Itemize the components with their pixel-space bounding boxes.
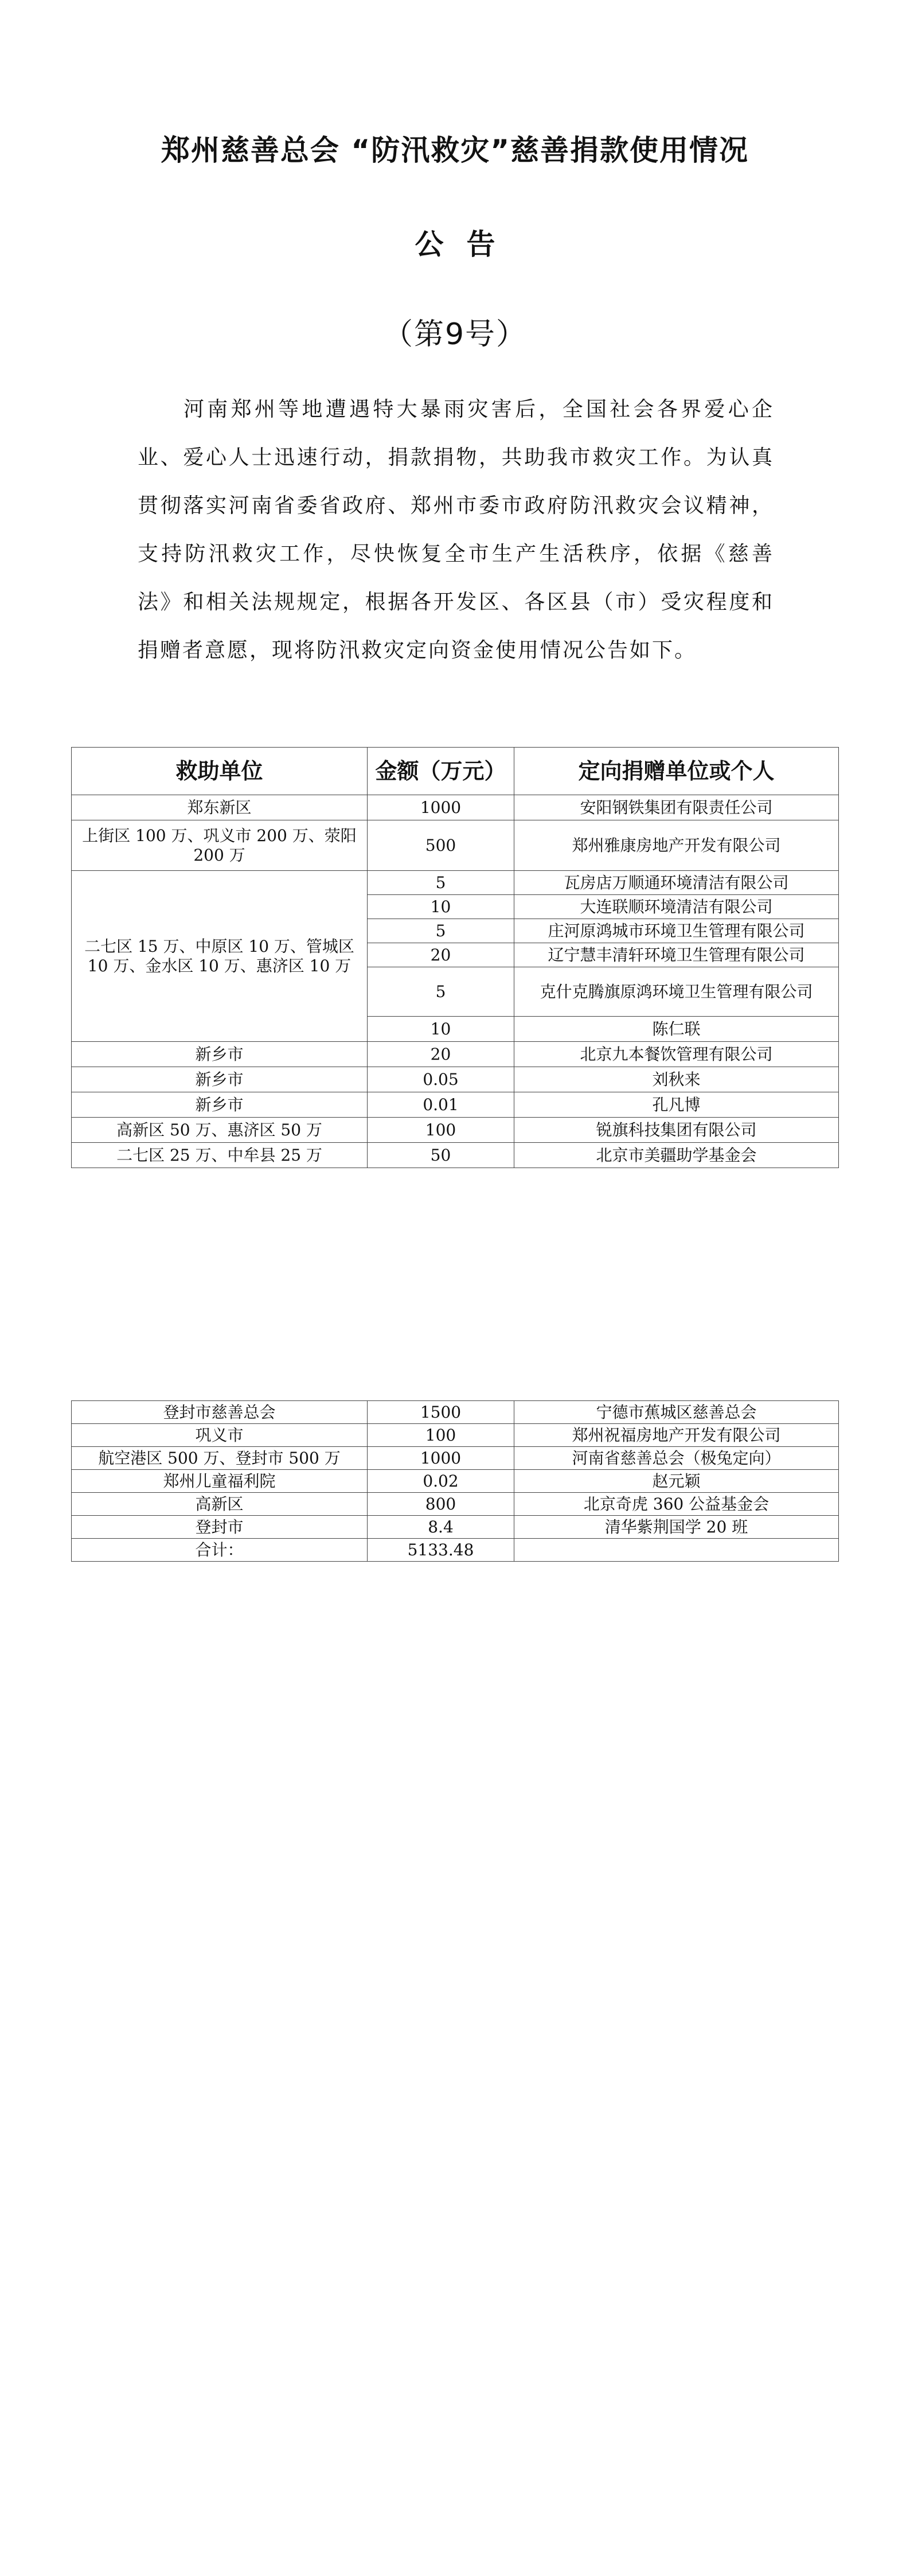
cell-amount: 10: [368, 895, 514, 919]
cell-donor: 辽宁慧丰清轩环境卫生管理有限公司: [514, 943, 839, 967]
cell-amount: 20: [368, 1042, 514, 1067]
cell-amount: 100: [368, 1424, 514, 1447]
cell-amount: 1000: [368, 795, 514, 820]
cell-donor: 郑州雅康房地产开发有限公司: [514, 820, 839, 871]
cell-donor: 刘秋来: [514, 1067, 839, 1092]
table-row: [72, 1092, 839, 1118]
table-row: [72, 820, 839, 871]
donation-table-part2: [71, 1400, 839, 1562]
total-row: [72, 1539, 839, 1562]
cell-amount: 800: [368, 1493, 514, 1516]
cell-donor: 大连联顺环境清洁有限公司: [514, 895, 839, 919]
table-row: [72, 1493, 839, 1516]
cell-donor: 河南省慈善总会（极兔定向）: [514, 1447, 839, 1470]
cell-donor: 克什克腾旗原鸿环境卫生管理有限公司: [514, 967, 839, 1017]
intro-paragraph: [138, 386, 774, 675]
document-title: 郑州慈善总会 “防汛救灾”慈善捐款使用情况: [161, 134, 749, 167]
cell-amount: 5: [368, 967, 514, 1017]
cell-amount: 1500: [368, 1401, 514, 1424]
table-row: [72, 871, 839, 895]
table-row: [72, 1470, 839, 1493]
cell-amount: 0.01: [368, 1092, 514, 1118]
total-value: 5133.48: [368, 1539, 514, 1562]
table-row: [72, 795, 839, 820]
table-row: [72, 1067, 839, 1092]
table-row: [72, 1118, 839, 1143]
cell-amount: 0.02: [368, 1470, 514, 1493]
cell-unit: 新乡市: [72, 1067, 368, 1092]
cell-donor: 孔凡博: [514, 1092, 839, 1118]
cell-unit: 郑州儿童福利院: [72, 1470, 368, 1493]
cell-donor: 陈仁联: [514, 1017, 839, 1042]
cell-unit: 上街区 100 万、巩义市 200 万、荥阳 200 万: [72, 820, 368, 871]
cell-unit: 新乡市: [72, 1092, 368, 1118]
cell-amount: 20: [368, 943, 514, 967]
cell-unit: 航空港区 500 万、登封市 500 万: [72, 1447, 368, 1470]
table-row: [72, 1143, 839, 1168]
cell-amount: 5: [368, 919, 514, 943]
table-row: [72, 1042, 839, 1067]
cell-donor: 瓦房店万顺通环境清洁有限公司: [514, 871, 839, 895]
cell-unit: 郑东新区: [72, 795, 368, 820]
total-label: 合计：: [72, 1539, 368, 1562]
issue-number: （第9号）: [382, 317, 528, 352]
table-header-row: [72, 748, 839, 795]
cell-unit: 高新区 50 万、惠济区 50 万: [72, 1118, 368, 1143]
table-row: [72, 1516, 839, 1539]
cell-unit-group: 二七区 15 万、中原区 10 万、管城区 10 万、金水区 10 万、惠济区 10 万: [72, 871, 368, 1042]
cell-amount: 50: [368, 1143, 514, 1168]
cell-donor: 北京九本餐饮管理有限公司: [514, 1042, 839, 1067]
cell-unit: 高新区: [72, 1493, 368, 1516]
cell-amount: 1000: [368, 1447, 514, 1470]
cell-amount: 500: [368, 820, 514, 871]
header-donor: 定向捐赠单位或个人: [514, 748, 839, 795]
table-row: [72, 1424, 839, 1447]
cell-unit: 登封市慈善总会: [72, 1401, 368, 1424]
cell-donor: 北京奇虎 360 公益基金会: [514, 1493, 839, 1516]
cell-donor: 北京市美疆助学基金会: [514, 1143, 839, 1168]
cell-amount: 8.4: [368, 1516, 514, 1539]
cell-amount: 10: [368, 1017, 514, 1042]
total-blank: [514, 1539, 839, 1562]
document-subtitle: 公告: [415, 228, 518, 261]
cell-unit: 巩义市: [72, 1424, 368, 1447]
cell-amount: 5: [368, 871, 514, 895]
table-row: [72, 1401, 839, 1424]
cell-unit: 二七区 25 万、中牟县 25 万: [72, 1143, 368, 1168]
cell-amount: 0.05: [368, 1067, 514, 1092]
cell-donor: 庄河原鸿城市环境卫生管理有限公司: [514, 919, 839, 943]
cell-donor: 赵元颖: [514, 1470, 839, 1493]
donation-table-part1: [71, 747, 839, 1168]
cell-donor: 安阳钢铁集团有限责任公司: [514, 795, 839, 820]
cell-amount: 100: [368, 1118, 514, 1143]
cell-donor: 宁德市蕉城区慈善总会: [514, 1401, 839, 1424]
table-row: [72, 1447, 839, 1470]
header-unit: 救助单位: [72, 748, 368, 795]
intro-text: 河南郑州等地遭遇特大暴雨灾害后，全国社会各界爱心企业、爱心人士迅速行动，捐款捐物，共助我市救灾工作。为认真贯彻落实河南省委省政府、郑州市委市政府防汛救灾会议精神，支持防汛救灾工作，尽快恢复全市生产生活秩序，依据《慈善法》和相关法规规定，根据各开发区、各区县（市）受灾程度和捐赠者意愿，现将防汛救灾定向资金使用情况公告如下。: [138, 398, 774, 662]
cell-unit: 新乡市: [72, 1042, 368, 1067]
header-amount: 金额（万元）: [368, 748, 514, 795]
cell-donor: 清华紫荆国学 20 班: [514, 1516, 839, 1539]
cell-donor: 郑州祝福房地产开发有限公司: [514, 1424, 839, 1447]
cell-donor: 锐旗科技集团有限公司: [514, 1118, 839, 1143]
cell-unit: 登封市: [72, 1516, 368, 1539]
